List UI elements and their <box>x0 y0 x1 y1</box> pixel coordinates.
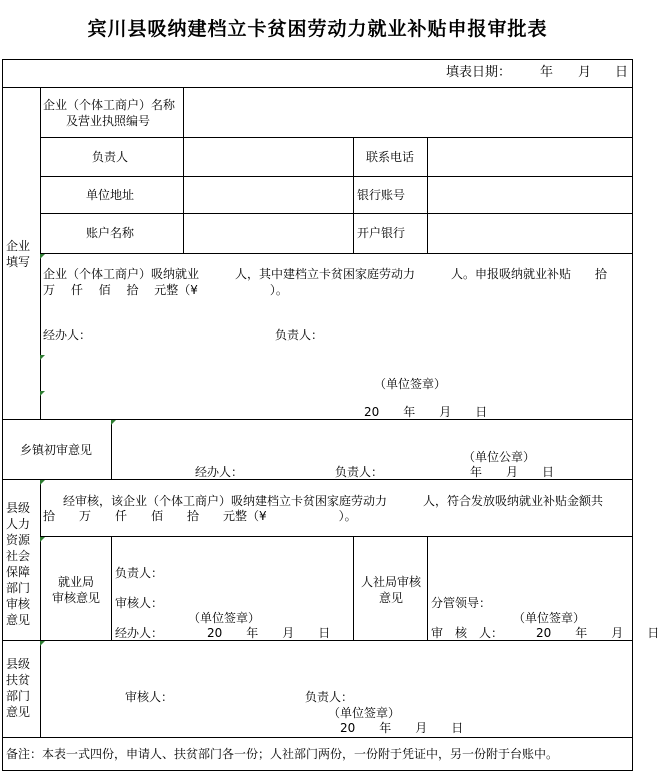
footnote: 备注：本表一式四份，申请人、扶贫部门各一份；人社部门两份，一份附于凭证中，另一份附于台账中。 <box>6 747 559 761</box>
county-poverty-section-label: 县级 扶贫 部门 意见 <box>6 657 31 719</box>
enterprise-section-label: 企业 填写 <box>6 239 31 269</box>
employment-handler-label: 经办人： <box>115 626 164 640</box>
grid-line <box>40 213 633 214</box>
cell-marker <box>40 537 45 542</box>
poverty-date: 20 年 月 日 <box>340 721 464 735</box>
enterprise-handler-label: 经办人： <box>43 328 92 342</box>
enterprise-statement-line1: 企业（个体工商户）吸纳就业 人，其中建档立卡贫困家庭劳动力 人。申报吸纳就业补贴 拾 <box>43 267 608 281</box>
employment-date: 20 年 月 日 <box>207 626 331 640</box>
license-number-label: 及营业执照编号 <box>66 114 151 128</box>
grid-line <box>2 640 633 641</box>
employment-reviewer-label: 审核人： <box>115 596 164 610</box>
grid-line <box>2 770 633 771</box>
grid-line <box>2 87 633 88</box>
employment-seal: （单位签章） <box>188 611 261 625</box>
enterprise-date: 20 年 月 日 <box>364 405 488 419</box>
account-name-label: 账户名称 <box>86 226 135 240</box>
township-handler-label: 经办人： <box>195 465 244 479</box>
grid-line <box>2 59 633 60</box>
hrss-seal: （单位签章） <box>513 611 586 625</box>
fill-date-year: 年 <box>540 65 554 80</box>
bank-label: 开户银行 <box>357 226 406 240</box>
grid-line <box>40 479 41 640</box>
grid-line <box>427 536 428 640</box>
grid-line <box>40 176 633 177</box>
hrss-reviewer-label: 审 核 人： <box>431 626 504 640</box>
grid-line <box>353 137 354 253</box>
cell-marker <box>40 641 45 646</box>
township-section-label: 乡镇初审意见 <box>20 443 93 457</box>
grid-line <box>111 536 112 640</box>
hrss-leader-label: 分管领导： <box>431 596 492 610</box>
poverty-reviewer-label: 审核人： <box>125 690 174 704</box>
grid-line <box>2 737 633 738</box>
cell-marker <box>40 355 45 360</box>
cell-marker <box>40 391 45 396</box>
page-title: 宾川县吸纳建档立卡贫困劳动力就业补贴申报审批表 <box>87 18 548 40</box>
person-in-charge-label: 负责人 <box>92 150 129 164</box>
cell-marker <box>40 480 45 485</box>
poverty-seal: （单位签章） <box>328 706 401 720</box>
county-hr-section-label: 县级 人力 资源 社会 保障 部门 审核 意见 <box>6 501 31 627</box>
bank-account-label: 银行账号 <box>357 188 406 202</box>
grid-line <box>40 137 633 138</box>
enterprise-responsible-label: 负责人： <box>275 328 324 342</box>
grid-line <box>40 253 633 254</box>
enterprise-name-label: 企业（个体工商户）名称 <box>43 98 176 112</box>
cell-marker <box>111 420 116 425</box>
hrss-date: 20 年 月 日 <box>536 626 659 640</box>
grid-line <box>2 479 633 480</box>
grid-line <box>40 87 41 419</box>
hrss-bureau-label: 人社局审核 意见 <box>360 575 421 605</box>
grid-line <box>40 640 41 737</box>
address-label: 单位地址 <box>86 188 135 202</box>
fill-date-label: 填表日期： <box>446 65 512 80</box>
township-seal: （单位公章） <box>463 450 536 464</box>
employment-responsible-label: 负责人： <box>115 566 164 580</box>
fill-date-month: 月 <box>578 65 592 80</box>
grid-line <box>353 536 354 640</box>
grid-line <box>40 536 633 537</box>
enterprise-statement-line2: 万 仟 佰 拾 元整（¥ ）。 <box>43 283 288 297</box>
county-hr-statement-line1: 经审核，该企业（个体工商户）吸纳建档立卡贫困家庭劳动力 人，符合发放吸纳就业补贴金额共 <box>63 494 604 508</box>
township-date: 年 月 日 <box>470 465 555 479</box>
grid-line <box>183 87 184 253</box>
enterprise-seal: （单位签章） <box>374 377 447 391</box>
poverty-responsible-label: 负责人： <box>305 690 354 704</box>
township-responsible-label: 负责人： <box>335 465 384 479</box>
grid-line <box>2 419 633 420</box>
grid-line <box>427 137 428 253</box>
grid-line <box>2 59 3 770</box>
grid-line <box>632 59 633 770</box>
fill-date-day: 日 <box>615 65 629 80</box>
employment-bureau-label: 就业局 审核意见 <box>51 575 100 605</box>
phone-label: 联系电话 <box>366 150 415 164</box>
cell-marker <box>40 254 45 259</box>
grid-line <box>111 419 112 479</box>
county-hr-statement-line2: 拾 万 仟 佰 拾 元整（¥ ）。 <box>43 509 357 523</box>
